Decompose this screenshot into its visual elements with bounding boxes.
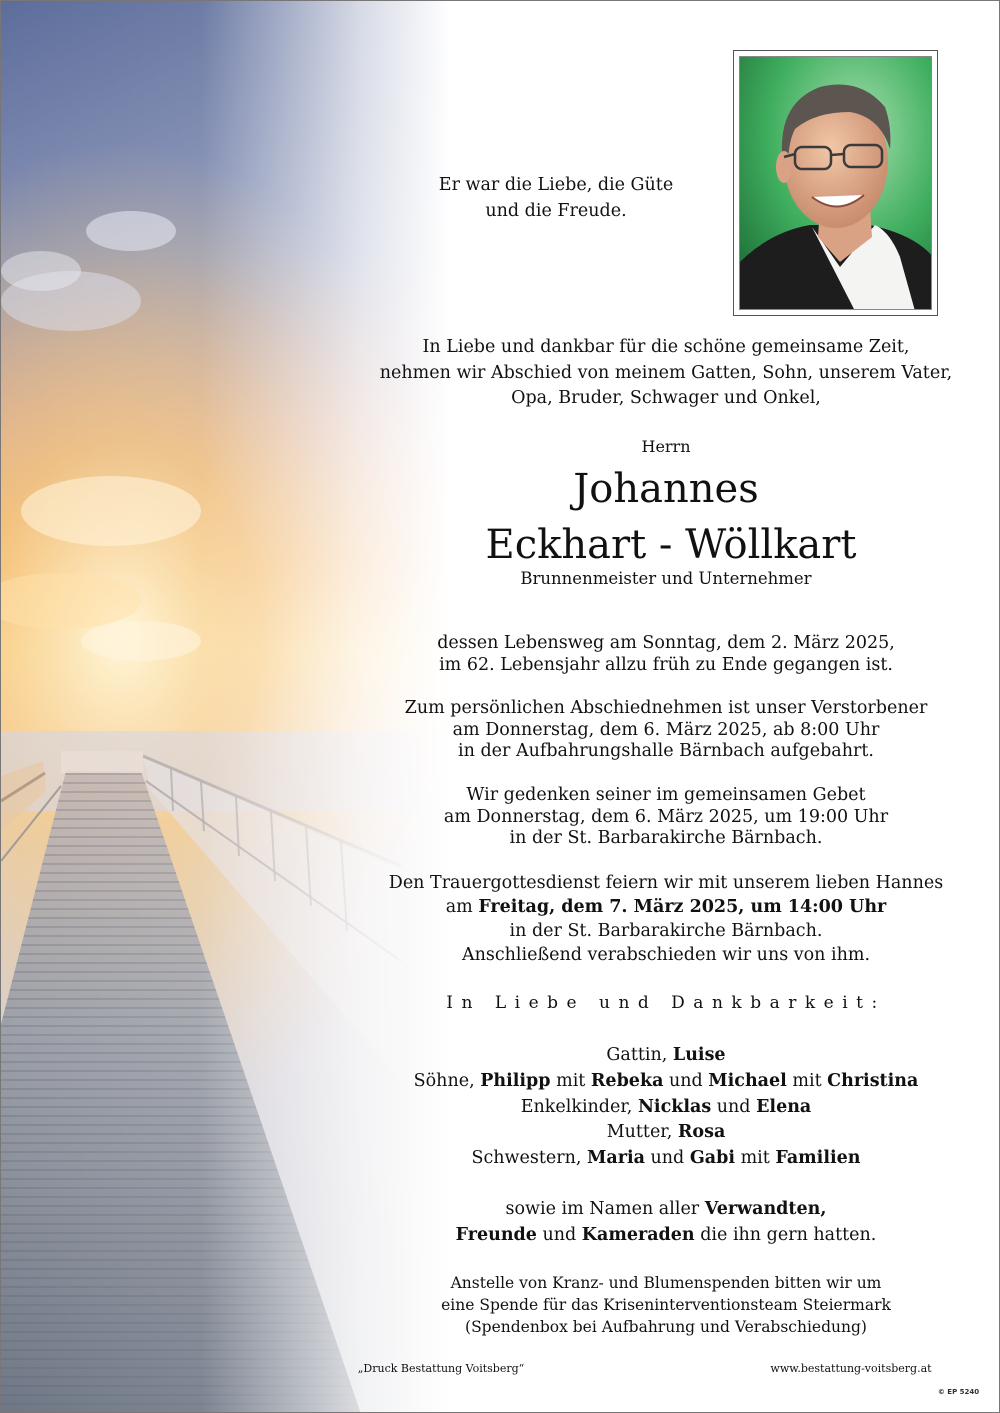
name: Christina	[827, 1070, 919, 1091]
text: und	[536, 1225, 582, 1245]
others-line	[361, 1196, 971, 1222]
portrait-photo	[733, 50, 938, 316]
intro-text	[361, 335, 971, 412]
prayer-paragraph	[361, 785, 971, 850]
deceased-first-name: Johannes	[573, 466, 759, 512]
others-paragraph	[361, 1196, 971, 1248]
label: Schwestern,	[471, 1148, 588, 1169]
intro-line: nehmen wir Abschied von meinem Gatten, Sohn, unserem Vater,	[379, 362, 953, 383]
deceased-last-name: Eckhart - Wöllkart	[485, 522, 857, 568]
profession: Brunnenmeister und Unternehmer	[520, 569, 812, 588]
family-list	[361, 1043, 971, 1172]
code-mark: © EP 5240	[937, 1388, 980, 1396]
name: Maria	[587, 1148, 645, 1169]
prayer-line: am Donnerstag, dem 6. März 2025, um 19:00 Uhr	[443, 806, 889, 827]
others-line	[361, 1222, 971, 1248]
conj: und	[644, 1148, 690, 1169]
conj: und	[711, 1096, 757, 1117]
portrait-image	[740, 57, 932, 310]
passing-paragraph	[361, 633, 971, 676]
text: die ihn gern hatten.	[694, 1225, 877, 1245]
donation-line: (Spendenbox bei Aufbahrung und Verabschiedung)	[465, 1318, 867, 1336]
service-date: Freitag, dem 7. März 2025, um 14:00 Uhr	[478, 897, 887, 917]
family-sons	[361, 1069, 971, 1095]
bold-text: Verwandten,	[704, 1199, 827, 1219]
intro-line: Opa, Bruder, Schwager und Onkel,	[511, 388, 821, 408]
service-line: Anschließend verabschieden wir uns von ihm.	[461, 945, 871, 965]
name: Rosa	[677, 1122, 726, 1143]
text: sowie im Namen aller	[505, 1199, 705, 1219]
quote-line: Er war die Liebe, die Güte	[438, 175, 674, 195]
service-line	[361, 895, 971, 919]
label: Mutter,	[606, 1122, 678, 1143]
conj: mit	[786, 1070, 828, 1091]
name: Philipp	[480, 1070, 551, 1091]
name: Rebeka	[590, 1070, 664, 1091]
donation-line: eine Spende für das Kriseninterventionsteam Steiermark	[441, 1296, 891, 1314]
label: Enkelkinder,	[520, 1096, 638, 1117]
quote	[406, 172, 706, 224]
prayer-line: in der St. Barbarakirche Bärnbach.	[509, 828, 823, 848]
label: Gattin,	[606, 1045, 673, 1065]
passing-line: im 62. Lebensjahr allzu früh zu Ende gegangen ist.	[439, 654, 893, 675]
prayer-line: Wir gedenken seiner im gemeinsamen Gebet	[466, 785, 866, 805]
printer-credit: „Druck Bestattung Voitsberg“	[357, 1362, 525, 1375]
name: Elena	[756, 1096, 812, 1117]
service-paragraph	[361, 871, 971, 967]
viewing-line: am Donnerstag, dem 6. März 2025, ab 8:00 Uhr	[452, 719, 880, 740]
family-wife	[361, 1043, 971, 1069]
bold-text: Kameraden	[581, 1225, 695, 1245]
name: Gabi	[689, 1148, 735, 1169]
service-line: Den Trauergottesdienst feiern wir mit unserem lieben Hannes	[388, 873, 944, 893]
passing-line: dessen Lebensweg am Sonntag, dem 2. März 2025,	[437, 633, 895, 653]
viewing-line: Zum persönlichen Abschiednehmen ist unser Verstorbener	[404, 698, 928, 718]
family-grandchildren	[361, 1095, 971, 1121]
family-sisters	[361, 1146, 971, 1172]
name: Familien	[775, 1148, 861, 1169]
name: Nicklas	[637, 1096, 712, 1117]
quote-line: und die Freude.	[485, 201, 627, 221]
donation-note	[361, 1272, 971, 1338]
name: Luise	[672, 1045, 726, 1065]
name: Michael	[708, 1070, 787, 1091]
family-mother	[361, 1120, 971, 1146]
closing-heading: In Liebe und Dankbarkeit:	[446, 993, 886, 1013]
viewing-line: in der Aufbahrungshalle Bärnbach aufgebahrt.	[458, 741, 874, 761]
donation-line: Anstelle von Kranz- und Blumenspenden bitten wir um	[450, 1274, 882, 1292]
salutation: Herrn	[641, 437, 691, 456]
label: Söhne,	[413, 1070, 481, 1091]
conj: mit	[735, 1148, 776, 1169]
conj: und	[663, 1070, 709, 1091]
website-link[interactable]: www.bestattung-voitsberg.at	[770, 1362, 932, 1375]
viewing-paragraph	[361, 698, 971, 763]
service-line: in der St. Barbarakirche Bärnbach.	[509, 921, 823, 941]
bold-text: Freunde	[455, 1225, 537, 1245]
service-prefix: am	[445, 897, 479, 917]
intro-line: In Liebe und dankbar für die schöne gemeinsame Zeit,	[422, 337, 910, 357]
conj: mit	[550, 1070, 591, 1091]
